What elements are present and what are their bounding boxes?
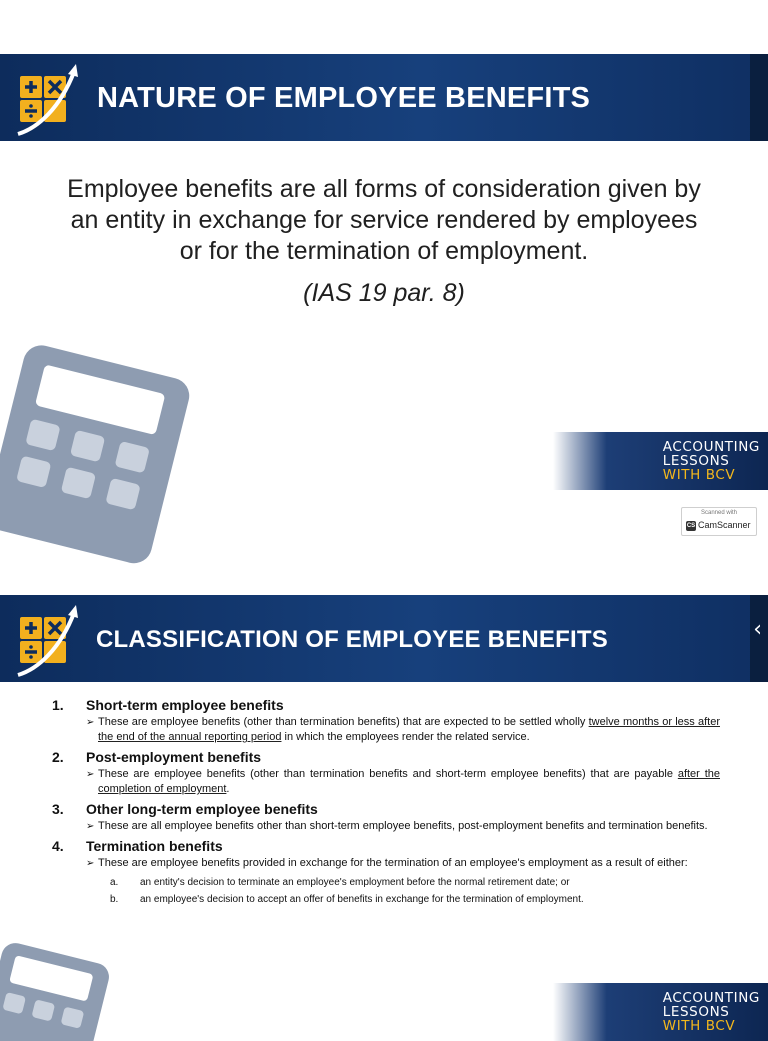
title-banner — [0, 54, 768, 141]
list-item — [52, 696, 720, 745]
brand-line: ACCOUNTING — [662, 439, 760, 455]
arrowhead-bullet-icon: ➢ — [86, 769, 95, 780]
title-banner — [0, 595, 768, 682]
slide-title: NATURE OF EMPLOYEE BENEFITS — [97, 82, 591, 114]
item-heading: Post-employment benefits — [86, 749, 262, 765]
scanner-caption: Scanned with — [700, 510, 738, 516]
item-number: 2. — [52, 749, 64, 765]
description-text: These are employee benefits (other than termination benefits and short-term employee benefits) that are payable — [98, 768, 678, 780]
description-text: These are employee benefits (other than termination benefits) that are expected to be settled wholly — [98, 716, 589, 728]
brand-badge — [553, 983, 768, 1041]
item-number: 3. — [52, 801, 64, 817]
citation: (IAS 19 par. 8) — [303, 279, 465, 307]
arrowhead-bullet-icon: ➢ — [86, 858, 95, 869]
description-text: in which the employees render the related service. — [281, 731, 530, 743]
classification-list — [52, 696, 720, 910]
underlined-text: after the completion of employment — [98, 768, 720, 795]
slide-classification-of-employee-benefits — [0, 595, 768, 1034]
sub-item — [110, 891, 720, 908]
item-description — [86, 715, 720, 745]
item-description — [86, 767, 720, 797]
brand-line: WITH BCV — [662, 467, 736, 483]
brand-badge — [553, 432, 768, 490]
calculator-icon — [0, 349, 190, 499]
slide-title: CLASSIFICATION OF EMPLOYEE BENEFITS — [96, 626, 608, 653]
description-text: These are all employee benefits other than short-term employee benefits, post-employment benefits and termination benefits. — [98, 820, 708, 832]
brand-line: LESSONS — [662, 1004, 730, 1020]
calculator-icon — [0, 943, 100, 1024]
slide-nature-of-employee-benefits — [0, 54, 768, 490]
item-description — [86, 856, 720, 871]
item-description — [86, 819, 720, 834]
description-text: . — [226, 783, 230, 795]
item-number: 4. — [52, 838, 64, 854]
sub-item-text: an entity's decision to terminate an employee's employment before the normal retirement date; or — [140, 877, 570, 888]
sub-item-letter: b. — [110, 894, 119, 905]
arrowhead-bullet-icon: ➢ — [86, 821, 95, 832]
brand-line: LESSONS — [662, 453, 730, 469]
sub-item — [110, 874, 720, 891]
calculator-growth-logo-icon — [16, 603, 80, 677]
item-heading: Short-term employee benefits — [86, 697, 284, 713]
sub-item-text: an employee's decision to accept an offer of benefits in exchange for the termination of employment. — [140, 894, 584, 905]
description-text: These are employee benefits provided in exchange for the termination of an employee's employment as a result of either: — [98, 857, 688, 869]
definition-line: or for the termination of employment. — [179, 237, 589, 265]
scanner-name: CamScanner — [698, 520, 751, 530]
calculator-growth-logo-icon — [16, 62, 80, 136]
brand-line: ACCOUNTING — [662, 990, 760, 1006]
chevron-left-icon[interactable]: ‹ — [753, 617, 762, 642]
underlined-text: twelve months or less after the end of the annual reporting period — [98, 716, 720, 743]
list-item — [52, 837, 720, 908]
item-number: 1. — [52, 697, 64, 713]
list-item — [52, 800, 720, 834]
item-heading: Other long-term employee benefits — [86, 801, 318, 817]
brand-line: WITH BCV — [662, 1018, 736, 1034]
definition-line: an entity in exchange for service rendered by employees — [70, 206, 698, 234]
item-heading: Termination benefits — [86, 838, 223, 854]
arrowhead-bullet-icon: ➢ — [86, 717, 95, 728]
definition-line: Employee benefits are all forms of consideration given by — [67, 175, 701, 203]
banner-edge — [750, 54, 768, 141]
camscanner-watermark — [681, 507, 757, 536]
definition-text — [20, 174, 748, 267]
camscanner-logo-icon: CS — [686, 523, 696, 529]
sub-item-letter: a. — [110, 877, 119, 888]
list-item — [52, 748, 720, 797]
